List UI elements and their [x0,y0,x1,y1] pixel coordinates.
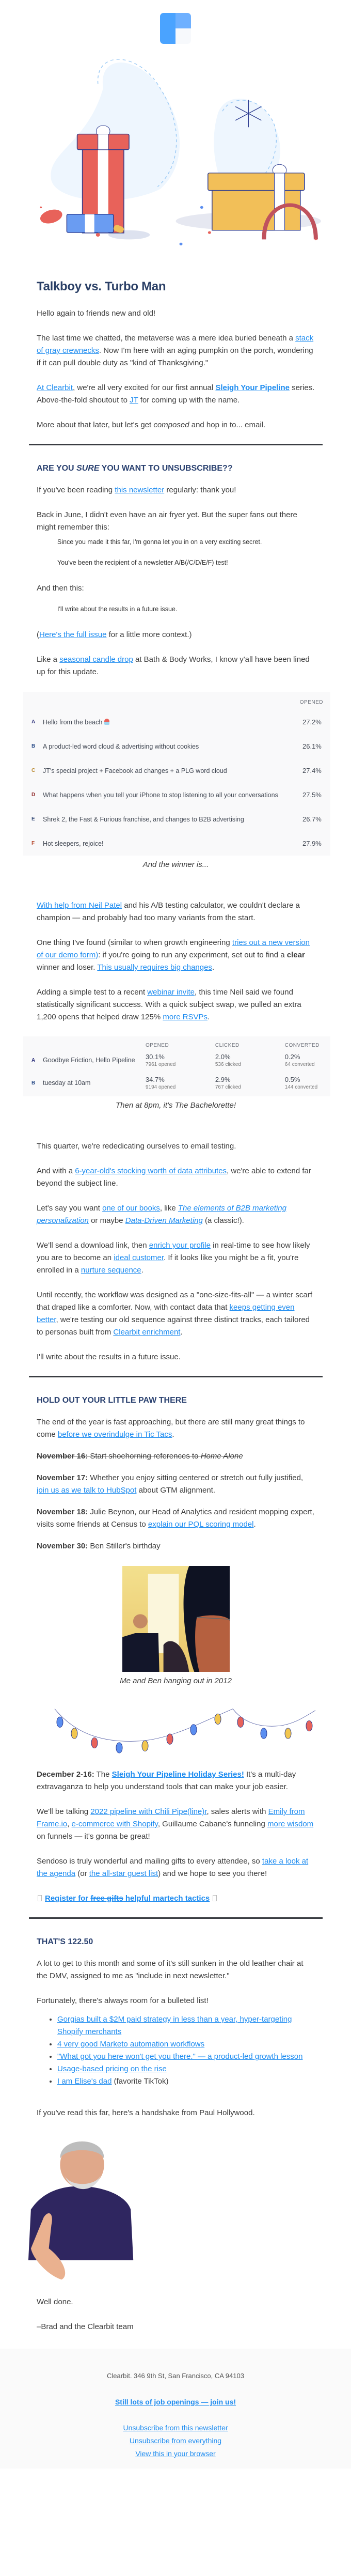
photo-caption: Me and Ben hanging out in 2012 [120,1677,232,1685]
text-segment: and his A/B testing calculator, we couldn't declare a champion — and probably had too many variants from the start. [37,901,300,922]
paragraph [37,582,315,595]
column-header-opened: OPENED [145,1043,169,1048]
text-segment: , like [159,1204,178,1213]
variant-letter: B [31,743,36,749]
paragraph [37,654,315,678]
inline-link[interactable]: JT [130,396,138,405]
subject-line: What happens when you tell your iPhone to stop listening to all your conversations [43,791,278,799]
paragraph [37,1289,315,1339]
holiday-gifts-illustration [25,52,326,253]
text-segment: Let's say you want [37,1204,103,1213]
light-bulb [57,1717,63,1727]
column-header-converted: CONVERTED [284,1043,320,1048]
paragraph [37,1140,315,1153]
beach-umbrella-icon [104,719,109,725]
paragraph [37,1165,315,1190]
ab-test-results-table [23,692,330,856]
text-segment: for coming up with the name. [138,396,240,405]
text-segment: November 16: [37,1452,88,1461]
text-segment: (or [75,1869,89,1878]
clicked-cell: 2.9% 767 clicked [215,1075,241,1090]
text-segment: Like a [37,655,60,664]
section-heading-paw [37,1395,315,1406]
paragraph [37,509,315,534]
text-segment: We'll be talking [37,1807,91,1816]
text-segment: (favorite TikTok) [111,2077,169,2086]
bulleted-list [37,2013,315,2088]
inline-link[interactable]: webinar invite [147,988,195,997]
column-header-opened: OPENED [299,700,323,705]
webinar-test-results-table [23,1036,330,1096]
paragraph [37,1540,315,1553]
text-segment: , [67,1820,72,1828]
inline-link[interactable]: I am Elise's dad [57,2077,112,2086]
inline-link[interactable]: take a look at the agenda [37,1857,309,1878]
text-segment: ) and we hope to see you there! [158,1869,267,1878]
text-segment: at Bath & Body Works, I know y'all have been lined up for this update. [37,655,310,676]
table-row [31,807,323,831]
text-segment: The last time we chatted, the metaverse was a mere idea buried beneath a [37,334,296,343]
list-item [57,2038,315,2051]
light-bulb [285,1728,291,1739]
text-segment: Well done. [37,2298,73,2306]
inline-link[interactable]: Here's the full issue [39,630,107,639]
text-segment: Start shoehorning references to [88,1452,201,1461]
text-segment: Sendoso is truly wonderful and mailing gifts to every attendee, so [37,1857,262,1866]
inline-link[interactable]: tries out a new version of our demo form) [37,938,310,959]
text-segment: in real-time to see how likely you are to become an [37,1241,310,1262]
text-segment: Home Alone [200,1452,243,1461]
inline-link[interactable]: With help from Neil Patel [37,901,122,910]
text-segment: December 2-16: [37,1770,94,1779]
text-segment: . If it looks like you might be a fit, you're enrolled in a [37,1253,299,1275]
section-heading-thats [37,1937,315,1947]
table-row [31,710,323,734]
text-segment: Whether you enjoy sitting centered or stretch out fully justified, [88,1473,304,1482]
text-segment: This quarter, we're rededicating ourselves to email testing. [37,1142,236,1151]
light-bulb [71,1728,77,1739]
variant-letter: E [31,816,35,822]
text-segment: November 30: [37,1542,88,1550]
text-segment: : if you're going to run any experiment, set out to find a [98,951,287,959]
paragraph [37,332,315,369]
inline-link[interactable]: The elements of B2B marketing personalization [37,1204,286,1225]
paul-hollywood-handshake-image [23,2132,146,2282]
table-row [31,734,323,758]
inline-link[interactable]: Sleigh Your Pipeline Holiday Series! [111,1770,244,1779]
text-segment: THAT'S 122.50 [37,1937,93,1946]
text-segment: November 18: [37,1508,88,1516]
paragraph [37,1855,315,1880]
section-divider [29,1376,323,1377]
light-bulb [116,1743,122,1753]
text-segment: The [94,1770,112,1779]
inline-link[interactable]: explain our PQL scoring model [148,1520,254,1529]
text-segment: Hello again to friends new and old! [37,309,156,318]
unsubscribe-newsletter-link[interactable]: Unsubscribe from this newsletter [123,2424,228,2432]
opened-cell: 34.7% 9194 opened [145,1075,176,1090]
text-segment: for a little more context.) [106,630,192,639]
inline-link[interactable]: e-commerce with Shopify [71,1820,158,1828]
text-segment: composed [153,421,189,429]
inline-link[interactable]: Emily from Frame.io [37,1807,305,1828]
inline-link[interactable]: 4 very good Marketo automation workflows [57,2040,205,2049]
subject-line: Hot sleepers, rejoice! [43,840,104,847]
light-bulb [167,1734,173,1744]
register-link-line [37,1892,315,1905]
paragraph [37,986,315,1023]
inline-link[interactable]: ideal customer [114,1253,164,1262]
text-segment: A lot to get to this month and some of it's still sunken in the old leather chair at the DMV, assigned to me as "include in next newsletter." [37,1959,304,1980]
text-segment: , we're all very excited for our first annual [73,383,216,392]
paragraph [37,1995,315,2007]
gift-icon [213,1895,217,1901]
text-segment: We'll send a download link, then [37,1241,149,1250]
open-rate: 26.1% [302,742,322,750]
light-bulb [237,1717,244,1727]
paragraph [37,1239,315,1277]
register-link[interactable]: Register for free gifts helpful martech tactics [45,1894,210,1903]
paragraph [37,1202,315,1227]
list-item [57,2075,315,2088]
table-caption: And the winner is... [142,860,209,869]
company-address: Clearbit. 346 9th St, San Francisco, CA 94103 [107,2372,244,2380]
column-header-clicked: CLICKED [215,1043,240,1048]
text-segment: November 17: [37,1473,88,1482]
text-segment: . [172,1430,174,1439]
quote-block [57,605,315,613]
text-segment: , sales alerts with [206,1807,268,1816]
text-segment: It's a multi-day extravaganza to help you understand tools that can make your job easier. [37,1770,296,1791]
paragraph [37,1472,315,1497]
paragraph [37,1351,315,1363]
section-heading-unsubscribe [37,463,315,474]
section-divider [29,1917,323,1919]
light-bulb [306,1720,312,1731]
text-segment: SURE [76,464,100,473]
text-segment: Julie Beynon, our Head of Analytics and resident mopping expert, visits some friends at Census to [37,1508,314,1529]
inline-link[interactable]: nurture sequence [81,1266,141,1275]
inline-link[interactable]: the all-star guest list [89,1869,158,1878]
text-segment: If you've been reading [37,486,115,494]
converted-cell: 0.5% 144 converted [284,1075,318,1090]
inline-link[interactable]: one of our books [102,1204,160,1213]
inline-link[interactable]: This usually requires big changes [97,963,212,972]
inline-link[interactable]: Sleigh Your Pipeline [215,383,290,392]
text-segment: series. Above-the-fold shoutout to [37,383,315,405]
inline-link[interactable]: before we overindulge in Tic Tacs [57,1430,172,1439]
inline-link[interactable]: more RSVPs [163,1013,208,1021]
variant-letter: C [31,768,36,773]
quote-line: Since you made it this far, I'm gonna let you in on a very exciting secret. [57,538,262,546]
text-segment: regularly: thank you! [164,486,236,494]
inline-link[interactable]: "What got you here won't get you there." — a product-led growth lesson [57,2052,303,2061]
text-segment: Until recently, the workflow was designed as a "one-size-fits-all" — a winter scarf that draped like a comforter. Now, with contact data that [37,1291,312,1312]
text-segment: , this time Neil said we found statistically significant success. With a quick subject swap, we pulled an extra 1,200 opens that helped draw 125% [37,988,301,1021]
paragraph [37,2107,315,2119]
text-segment: ARE YOU [37,464,77,473]
open-rate: 27.5% [302,791,322,799]
view-in-browser-link[interactable]: View this in your browser [135,2449,216,2458]
converted-cell: 0.2% 64 converted [284,1052,315,1067]
open-rate: 26.7% [302,815,322,823]
quote-block [57,538,315,567]
text-segment: HOLD OUT YOUR LITTLE PAW THERE [37,1396,187,1405]
inline-link[interactable]: this newsletter [115,486,165,494]
variant-letter: D [31,792,36,798]
clicked-cell: 2.0% 536 clicked [215,1052,241,1067]
subject-line: tuesday at 10am [43,1079,91,1087]
text-segment: Ben Stiller's birthday [88,1542,161,1550]
text-segment: . [141,1266,143,1275]
section-divider [29,444,323,445]
page-title: Talkboy vs. Turbo Man [37,280,166,293]
subject-line: Shrek 2, the Fast & Furious franchise, and changes to B2B advertising [43,815,244,823]
text-segment: or maybe [88,1216,125,1225]
paragraph [37,2321,315,2333]
text-segment: Back in June, I didn't even have an air fryer yet. But the super fans out there might remember this: [37,510,297,532]
paragraph [37,307,315,320]
inline-link[interactable]: Data-Driven Marketing [125,1216,203,1225]
text-segment: about GTM alignment. [136,1486,216,1495]
paragraph [37,1958,315,1982]
subject-line: Hello from the beach [43,719,302,726]
inline-link[interactable]: more wisdom [267,1820,314,1828]
paragraph [37,629,315,641]
text-segment: If you've read this far, here's a handshake from Paul Hollywood. [37,2108,255,2117]
text-segment: . [212,963,215,972]
holiday-lights-illustration [37,1707,315,1756]
variant-letter: A [31,1057,36,1063]
subject-line: JT's special project + Facebook ad changes + a PLG word cloud [43,767,227,774]
inline-link[interactable]: Usage-based pricing on the rise [57,2065,167,2073]
table-row [31,831,323,856]
inline-link[interactable]: 2022 pipeline with Chili Pipe(line)r [90,1807,207,1816]
subject-line: Goodbye Friction, Hello Pipeline [43,1057,135,1064]
inline-link[interactable]: At Clearbit [37,383,73,392]
jobs-link[interactable]: Still lots of job openings — join us! [115,2398,236,2406]
light-bulb [261,1728,267,1739]
table-caption: Then at 8pm, it's The Bachelorette! [116,1101,236,1110]
paragraph [37,1506,315,1531]
inline-link[interactable]: enrich your profile [149,1241,211,1250]
light-bulb [215,1714,221,1724]
text-segment: , Guillaume Cabane's funneling [157,1820,267,1828]
text-segment: and hop in to... email. [189,421,266,429]
clearbit-logo[interactable] [160,13,191,44]
quote-line: You've been the recipient of a newsletter A/B(/C/D/E/F) test! [57,559,228,566]
inline-link[interactable]: join us as we talk to HubSpot [37,1486,137,1495]
text-segment: Fortunately, there's always room for a bulleted list! [37,1996,209,2005]
list-item [57,2013,315,2038]
open-rate: 27.4% [302,767,322,774]
text-segment: The end of the year is fast approaching, but there are still many great things to come [37,1418,305,1439]
photo-with-ben-stiller [122,1566,230,1672]
text-segment: ( [37,630,39,639]
paragraph [37,1450,315,1463]
text-segment: One thing I've found (similar to when growth engineering [37,938,232,947]
text-segment: More about that later, but let's get [37,421,154,429]
paragraph [37,937,315,974]
text-segment: , we're testing our old sequence against three distinct tracks, each tailored to personas built from [37,1315,310,1337]
variant-letter: A [31,719,36,725]
text-segment: . Now I'm here with an aging pumpkin on the porch, wondering if it can pull double duty as "kind of Thanksgiving." [37,346,313,367]
variant-letter: B [31,1080,36,1086]
light-bulb [190,1725,197,1735]
text-segment: . [180,1328,183,1337]
open-rate: 27.2% [302,718,322,726]
paragraph [37,899,315,924]
text-segment: . [208,1013,210,1021]
unsubscribe-everything-link[interactable]: Unsubscribe from everything [129,2437,222,2445]
text-segment: YOU WANT TO UNSUBSCRIBE?? [99,464,233,473]
text-segment: on funnels — it's gonna be great! [37,1832,150,1841]
text-segment: (a classic!). [202,1216,244,1225]
text-segment: . [253,1520,256,1529]
paragraph [37,1768,315,1793]
paragraph [37,1806,315,1843]
inline-link[interactable]: Clearbit enrichment [113,1328,181,1337]
open-rate: 27.9% [302,840,322,847]
text-segment: And then this: [37,584,84,593]
table-row [31,783,323,807]
gift-icon [38,1895,42,1901]
list-item [57,2051,315,2063]
table-row [31,1049,325,1072]
text-segment: –Brad and the Clearbit team [37,2322,134,2331]
quote-line: I'll write about the results in a future issue. [57,606,178,613]
text-segment: And with a [37,1167,75,1175]
inline-link[interactable]: keeps getting even better [37,1303,295,1324]
inline-link[interactable]: seasonal candle drop [59,655,133,664]
light-bulb [91,1737,98,1748]
footer [0,2349,351,2469]
list-item [57,2063,315,2075]
paragraph [37,419,315,431]
light-bulb [142,1741,148,1751]
opened-cell: 30.1% 7961 opened [145,1052,176,1067]
table-row [31,758,323,783]
inline-link[interactable]: Gorgias built a $2M paid strategy in less than a year, hyper-targeting Shopify merchants [57,2015,292,2036]
inline-link[interactable]: stack of gray crewnecks [37,334,314,355]
paragraph [37,484,315,496]
variant-letter: F [31,841,35,846]
paragraph [37,2296,315,2308]
paragraph [37,1416,315,1441]
paragraph [37,382,315,407]
inline-link[interactable]: 6-year-old's stocking worth of data attributes [75,1167,227,1175]
text-segment: clear [286,951,305,959]
text-segment: winner and loser. [37,963,98,972]
subject-line: A product-led word cloud & advertising without cookies [43,742,199,750]
text-segment: I'll write about the results in a future issue. [37,1353,181,1361]
table-row [31,1072,325,1094]
text-segment: , we're able to extend far beyond the subject line. [37,1167,311,1188]
text-segment: Adding a simple test to a recent [37,988,148,997]
